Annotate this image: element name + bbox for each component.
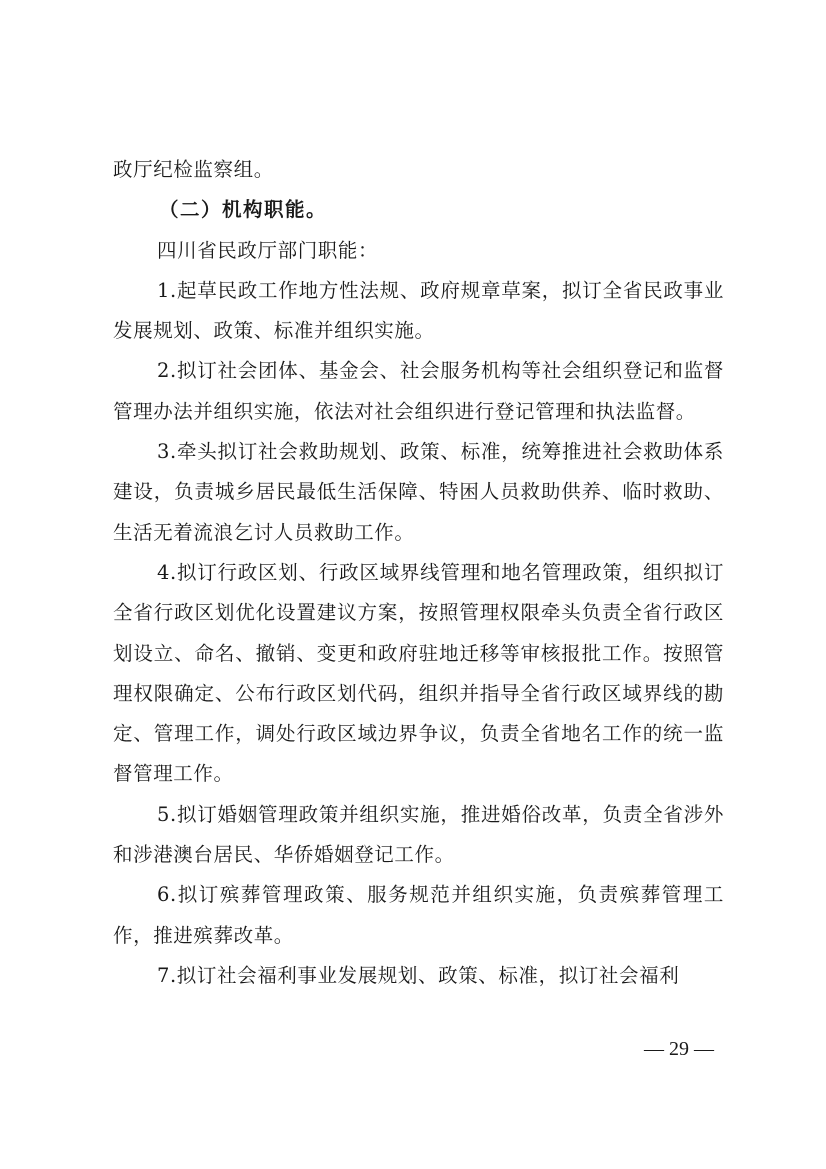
duty-item-4: 4.拟订行政区划、行政区域界线管理和地名管理政策，组织拟订全省行政区划优化设置建议方案，按照管理权限牵头负责全省行政区划设立、命名、撤销、变更和政府驻地迁移等审核报批工作。按照管理权限确定、公布行政区划代码，组织并指导全省行政区域界线的勘定、管理工作，调处行政区域边界争议，负责全省地名工作的统一监督管理工作。 (113, 560, 724, 786)
continuation-paragraph: 政厅纪检监察组。 (113, 158, 274, 181)
section-heading: （二）机构职能。 (159, 198, 328, 222)
duty-item-3: 3.牵头拟订社会救助规划、政策、标准，统筹推进社会救助体系建设，负责城乡居民最低生活保障、特困人员救助供养、临时救助、生活无着流浪乞讨人员救助工作。 (113, 440, 724, 544)
duty-item-2: 2.拟订社会团体、基金会、社会服务机构等社会组织登记和监督管理办法并组织实施，依法对社会组织进行登记管理和执法监督。 (113, 359, 724, 423)
duty-item-1: 1.起草民政工作地方性法规、政府规章草案，拟订全省民政事业发展规划、政策、标准并组织实施。 (113, 278, 724, 343)
body-text (113, 150, 724, 996)
duty-item-7: 7.拟订社会福利事业发展规划、政策、标准，拟订社会福利 (157, 963, 680, 987)
duty-item-6: 6.拟订殡葬管理政策、服务规范并组织实施，负责殡葬管理工作，推进殡葬改革。 (113, 883, 724, 947)
page-number: — 29 — (644, 1038, 714, 1060)
duty-item-5: 5.拟订婚姻管理政策并组织实施，推进婚俗改革，负责全省涉外和涉港澳台居民、华侨婚姻登记工作。 (113, 802, 724, 867)
intro-paragraph: 四川省民政厅部门职能： (157, 238, 379, 262)
